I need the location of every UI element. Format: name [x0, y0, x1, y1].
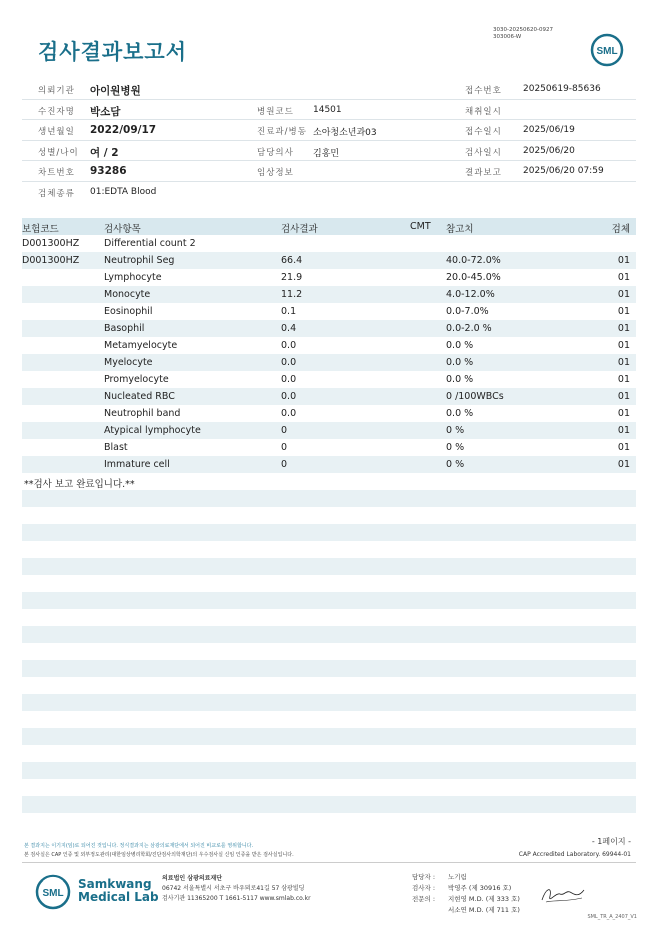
value-patient-name: 박소담 — [90, 105, 121, 118]
cell-result: 11.2 — [281, 289, 303, 300]
header-code: 보험코드 — [22, 224, 59, 235]
cell-ref: 0.0 % — [446, 374, 474, 385]
lab-name: Samkwang Medical Lab — [78, 877, 159, 904]
label-requesting-org: 의뢰기관 — [38, 86, 75, 96]
notice-text: 본 결과지는 이기지(임)로 되어진 것입니다. 정식결과지는 삼광의료재단에서 되어진 비교로를 영위합니다. — [24, 843, 254, 849]
cell-result: 0 — [281, 459, 288, 470]
signature-icon — [538, 882, 588, 908]
cell-result: 0.0 — [281, 374, 297, 385]
cell-result: 0.0 — [281, 408, 297, 419]
table-row — [22, 320, 636, 337]
cell-spec: 01 — [617, 391, 630, 402]
info-row — [22, 79, 636, 100]
empty-row — [22, 660, 636, 677]
table-row — [22, 286, 636, 303]
label-test-date: 검사일시 — [465, 147, 502, 158]
value-requesting-org: 아이원병원 — [90, 85, 141, 97]
results-table — [22, 218, 636, 473]
table-header — [22, 218, 636, 235]
info-row — [22, 141, 636, 162]
form-version: SML_TR_A_2407_V1 — [587, 914, 637, 920]
header-ref: 참고치 — [446, 224, 474, 235]
cell-spec: 01 — [617, 408, 630, 419]
header-spec: 검체 — [611, 224, 630, 235]
table-row — [22, 354, 636, 371]
cell-spec: 01 — [617, 323, 630, 334]
empty-row — [22, 592, 636, 609]
value-receipt-date: 2025/06/19 — [523, 125, 575, 135]
cell-item: Myelocyte — [104, 357, 153, 368]
sml-footer-logo-icon — [35, 874, 71, 910]
value-result-report: 2025/06/20 07:59 — [523, 166, 604, 176]
sml-logo-icon — [590, 33, 624, 67]
cell-result: 0.4 — [281, 323, 297, 334]
table-row — [22, 456, 636, 473]
info-row — [22, 120, 636, 141]
info-row — [22, 182, 636, 203]
label-patient-name: 수진자명 — [38, 106, 75, 117]
document-code: 3030-20250620-0927 303006-W — [493, 27, 553, 40]
cell-result: 0.1 — [281, 306, 297, 317]
value-sex-age: 여 / 2 — [90, 146, 119, 159]
label-department: 진료과/병동 — [257, 127, 307, 137]
table-row — [22, 252, 636, 269]
empty-row — [22, 626, 636, 643]
cell-item: Promyelocyte — [104, 374, 169, 385]
table-row — [22, 269, 636, 286]
label-clinical-info: 임상정보 — [257, 168, 294, 178]
info-row — [22, 161, 636, 182]
empty-row — [22, 524, 636, 541]
value-birth-date: 2022/09/17 — [90, 124, 157, 136]
cell-spec: 01 — [617, 272, 630, 283]
value-receipt-no: 20250619-85636 — [523, 84, 601, 94]
report-title: 검사결과보고서 — [38, 40, 188, 64]
cell-result: 0.0 — [281, 391, 297, 402]
header-cmt: CMT — [410, 221, 431, 232]
cell-item: Blast — [104, 442, 128, 453]
cell-result: 0 — [281, 425, 288, 436]
cell-ref: 20.0-45.0% — [446, 272, 501, 283]
label-chart-no: 차트번호 — [38, 168, 75, 178]
table-row — [22, 422, 636, 439]
table-row — [22, 371, 636, 388]
table-row — [22, 439, 636, 456]
value-chart-no: 93286 — [90, 165, 127, 177]
cell-code: D001300HZ — [22, 238, 80, 249]
cell-item: Basophil — [104, 323, 145, 334]
label-doctor: 담당의사 — [257, 147, 294, 158]
label-birth-date: 생년월일 — [38, 127, 75, 137]
cell-spec: 01 — [617, 340, 630, 351]
cell-ref: 0.0-2.0 % — [446, 323, 492, 334]
cell-result: 21.9 — [281, 272, 303, 283]
table-row — [22, 235, 636, 252]
label-specimen-type: 검체종류 — [38, 188, 75, 199]
cell-spec: 01 — [617, 459, 630, 470]
cell-ref: 40.0-72.0% — [446, 255, 501, 266]
label-receipt-no: 접수번호 — [465, 86, 502, 96]
cell-spec: 01 — [617, 374, 630, 385]
label-receipt-date: 접수일시 — [465, 127, 502, 137]
label-hospital-code: 병원코드 — [257, 106, 294, 117]
cap-accreditation: CAP Accredited Laboratory. 69944-01 — [518, 851, 631, 858]
value-doctor: 김홍민 — [313, 148, 340, 159]
empty-row — [22, 728, 636, 745]
footer-divider — [22, 862, 636, 863]
cell-code: D001300HZ — [22, 255, 80, 266]
empty-row — [22, 796, 636, 813]
value-test-date: 2025/06/20 — [523, 145, 575, 156]
value-specimen-type: 01:EDTA Blood — [90, 186, 157, 197]
table-row — [22, 388, 636, 405]
cell-item: Neutrophil Seg — [104, 255, 175, 266]
patient-info — [22, 79, 636, 202]
empty-rows — [22, 490, 636, 830]
cell-spec: 01 — [617, 255, 630, 266]
empty-row — [22, 558, 636, 575]
cell-item: Eosinophil — [104, 306, 153, 317]
cell-ref: 0.0 % — [446, 408, 474, 419]
value-hospital-code: 14501 — [313, 104, 342, 115]
cell-item: Nucleated RBC — [104, 391, 175, 402]
table-row — [22, 303, 636, 320]
cell-result: 0 — [281, 442, 288, 453]
cell-ref: 4.0-12.0% — [446, 289, 495, 300]
cell-ref: 0 /100WBCs — [446, 391, 504, 402]
cell-item: Monocyte — [104, 289, 151, 300]
lab-address: 의료법인 삼광의료재단 06742 서울특별시 서초구 바우뫼로41길 57 삼광빌딩 검사기관 11365200 T 1661-5117 www.smlab.co.kr — [162, 875, 311, 902]
logo-text: SML — [42, 888, 64, 899]
empty-row — [22, 490, 636, 507]
cell-result: 0.0 — [281, 340, 297, 351]
cell-item: Immature cell — [104, 459, 170, 470]
report-complete-text: **검사 보고 완료입니다.** — [24, 479, 135, 490]
cell-ref: 0.0-7.0% — [446, 306, 489, 317]
cell-ref: 0.0 % — [446, 340, 474, 351]
cell-item: Atypical lymphocyte — [104, 425, 201, 436]
value-department: 소아청소년과03 — [313, 128, 377, 138]
empty-row — [22, 762, 636, 779]
cell-item: Lymphocyte — [104, 272, 162, 283]
cell-result: 0.0 — [281, 357, 297, 368]
cell-ref: 0 % — [446, 442, 465, 453]
lab-staff: 담당자 : 노기림 검사자 : 박영주 (제 30916 호) 전문의 : 지현영 M.D. (제 333 호) 서소연 M.D. (제 711 호) — [412, 873, 520, 914]
header-item: 검사항목 — [104, 224, 141, 235]
header-result: 검사결과 — [281, 224, 318, 235]
label-result-report: 결과보고 — [465, 168, 502, 178]
cell-spec: 01 — [617, 442, 630, 453]
cell-spec: 01 — [617, 425, 630, 436]
empty-row — [22, 694, 636, 711]
info-row — [22, 100, 636, 121]
table-row — [22, 337, 636, 354]
table-row — [22, 405, 636, 422]
cell-item: Neutrophil band — [104, 408, 181, 419]
cell-ref: 0 % — [446, 425, 465, 436]
cell-spec: 01 — [617, 289, 630, 300]
label-collection-date: 채취일시 — [465, 106, 502, 117]
cell-spec: 01 — [617, 357, 630, 368]
accreditation-notice: 본 검사실은 CAP 인증 및 외부정도관리(대한임상병리학회/진단검사의학재단)의 우수검사실 신임 인증을 받은 검사실입니다. — [24, 852, 294, 858]
cell-ref: 0 % — [446, 459, 465, 470]
cell-item: Differential count 2 — [104, 238, 196, 249]
cell-result: 66.4 — [281, 255, 303, 266]
cell-spec: 01 — [617, 306, 630, 317]
page-number: - 1페이지 - — [591, 837, 631, 846]
label-sex-age: 성별/나이 — [38, 147, 79, 158]
logo-text: SML — [596, 46, 618, 57]
cell-item: Metamyelocyte — [104, 340, 178, 351]
cell-ref: 0.0 % — [446, 357, 474, 368]
